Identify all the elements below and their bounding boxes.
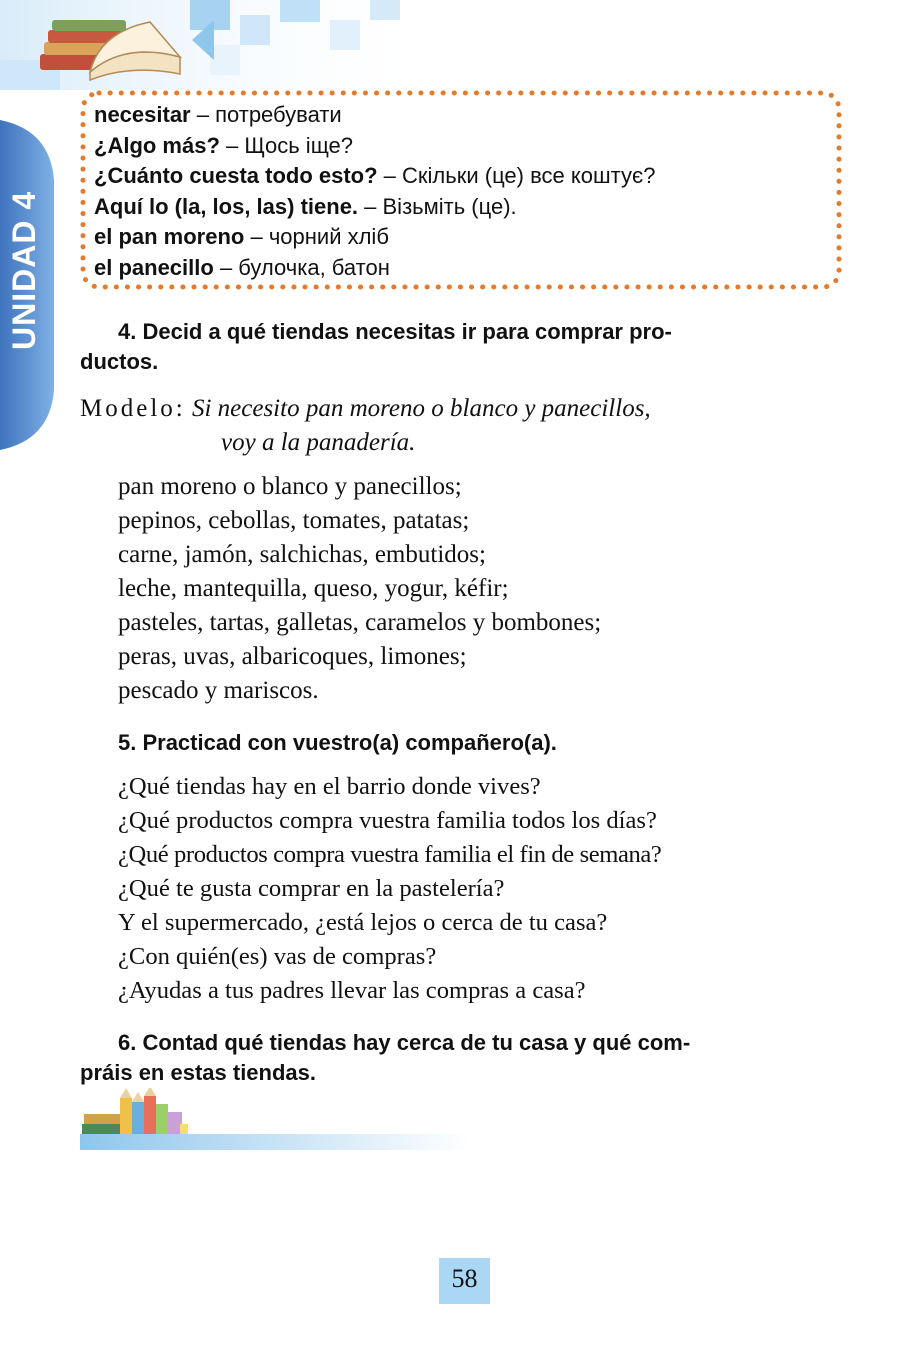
vocab-item bbox=[94, 253, 655, 284]
task-4-line-2: ductos. bbox=[80, 349, 159, 374]
task-6-line-2: práis en estas tiendas. bbox=[80, 1060, 316, 1085]
vocab-item bbox=[94, 131, 655, 162]
list-item: peras, uvas, albaricoques, limones; bbox=[118, 643, 467, 670]
vocab-term: ¿Cuánto cuesta todo esto? bbox=[94, 163, 378, 188]
vocab-item bbox=[94, 222, 655, 253]
vocab-translation: – Скільки (це) все коштує? bbox=[377, 163, 656, 188]
vocab-translation: – потребувати bbox=[190, 102, 342, 127]
vocab-translation: – Візьміть (це). bbox=[358, 193, 517, 219]
list-item: ¿Qué productos compra vuestra familia el fin de semana? bbox=[118, 841, 662, 868]
list-item: leche, mantequilla, queso, yogur, kéfir; bbox=[118, 575, 509, 602]
list-item: pan moreno o blanco y panecillos; bbox=[118, 473, 462, 500]
model-example-line-2: voy a la panadería. bbox=[221, 429, 416, 456]
vocab-translation: – чорний хліб bbox=[244, 224, 389, 249]
task-6-line-1: 6. Contad qué tiendas hay cerca de tu casa y qué com- bbox=[118, 1030, 691, 1055]
books-illustration bbox=[30, 2, 190, 82]
vocab-term: ¿Algo más? bbox=[94, 132, 220, 158]
task-4-instruction bbox=[80, 317, 843, 377]
list-item: Y el supermercado, ¿está lejos o cerca de tu casa? bbox=[118, 909, 608, 936]
vocab-term: Aquí lo (la, los, las) tiene. bbox=[94, 193, 359, 219]
list-item: ¿Qué tiendas hay en el barrio donde vives? bbox=[118, 773, 541, 800]
list-item: pepinos, cebollas, tomates, patatas; bbox=[118, 507, 470, 534]
model-label: Modelo: bbox=[80, 395, 186, 422]
list-item: ¿Qué te gusta comprar en la pastelería? bbox=[118, 875, 505, 902]
questions-list bbox=[118, 770, 661, 1008]
vocab-term: el pan moreno bbox=[94, 224, 245, 249]
vocab-term: el panecillo bbox=[94, 254, 214, 280]
list-item: ¿Qué productos compra vuestra familia todos los días? bbox=[118, 807, 657, 834]
vocab-translation: – булочка, батон bbox=[213, 254, 390, 280]
list-item: ¿Ayudas a tus padres llevar las compras a casa? bbox=[118, 977, 586, 1004]
page-number: 58 bbox=[439, 1258, 490, 1304]
vocabulary-list bbox=[94, 100, 655, 283]
products-list bbox=[118, 470, 601, 708]
model-example-line-1: Si necesito pan moreno o blanco y panecillos, bbox=[191, 395, 651, 422]
task-6-instruction bbox=[80, 1028, 843, 1088]
list-item: pescado y mariscos. bbox=[118, 677, 319, 704]
list-item: ¿Con quién(es) vas de compras? bbox=[118, 943, 437, 970]
vocab-translation: – Щось іще? bbox=[219, 132, 354, 158]
vocab-item bbox=[94, 161, 655, 192]
pencils-books-decoration bbox=[80, 1088, 470, 1156]
task-5-instruction bbox=[80, 728, 843, 758]
vocab-term: necesitar bbox=[94, 102, 191, 127]
model-example bbox=[80, 392, 850, 460]
vocabulary-box bbox=[80, 90, 842, 290]
task-4-line-1: 4. Decid a qué tiendas necesitas ir para comprar pro- bbox=[118, 319, 672, 344]
list-item: pasteles, tartas, galletas, caramelos y bombones; bbox=[118, 609, 602, 636]
vocab-item bbox=[94, 100, 655, 131]
vocab-item bbox=[94, 192, 655, 223]
task-5-title: 5. Practicad con vuestro(a) compañero(a). bbox=[118, 730, 557, 755]
unit-label: UNIDAD 4 bbox=[6, 190, 42, 350]
list-item: carne, jamón, salchichas, embutidos; bbox=[118, 541, 486, 568]
